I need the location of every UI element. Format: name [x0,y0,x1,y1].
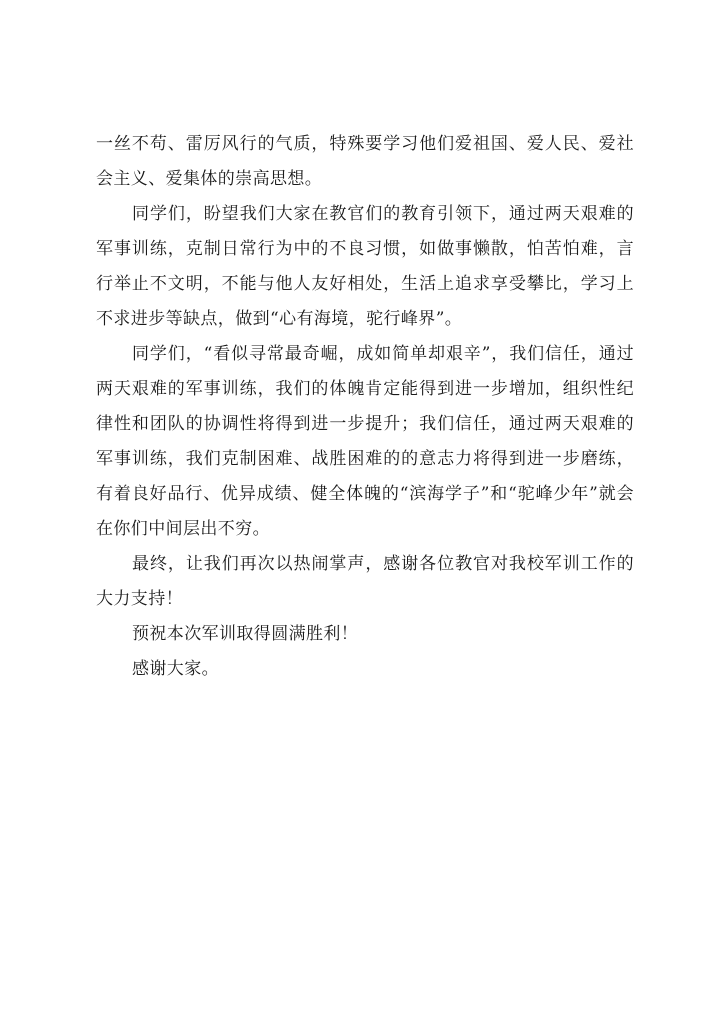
paragraph-wish: 预祝本次军训取得圆满胜利！ [132,624,359,644]
paragraph-applause: 最终，让我们再次以热闹掌声，感谢各位教官对我校军训工作的大力支持！ [96,554,634,609]
paragraph-guidance: 同学们，盼望我们大家在教官们的教育引领下，通过两天艰难的军事训练，克制日常行为中的不良习惯，如做事懒散，怕苦怕难，言行举止不文明，不能与他人友好相处，生活上追求享受攀比，学习上不求进步等缺点，做到“心有海境，驼行峰界”。 [96,204,634,329]
paragraph-continuation: 一丝不苟、雷厉风行的气质，特殊要学习他们爱祖国、爱人民、爱社会主义、爱集体的崇高思想。 [96,134,634,189]
document-body [96,127,634,687]
paragraph-belief: 同学们，“看似寻常最奇崛，成如简单却艰辛”，我们信任，通过两天艰难的军事训练，我们的体魄肯定能得到进一步增加，组织性纪律性和团队的协调性将得到进一步提升；我们信任，通过两天艰难的军事训练，我们克制困难、战胜困难的的意志力将得到进一步磨练，有着良好品行、优异成绩、健全体魄的“滨海学子”和“驼峰少年”就会在你们中间层出不穷。 [96,344,634,539]
paragraph-thanks: 感谢大家。 [132,659,219,679]
